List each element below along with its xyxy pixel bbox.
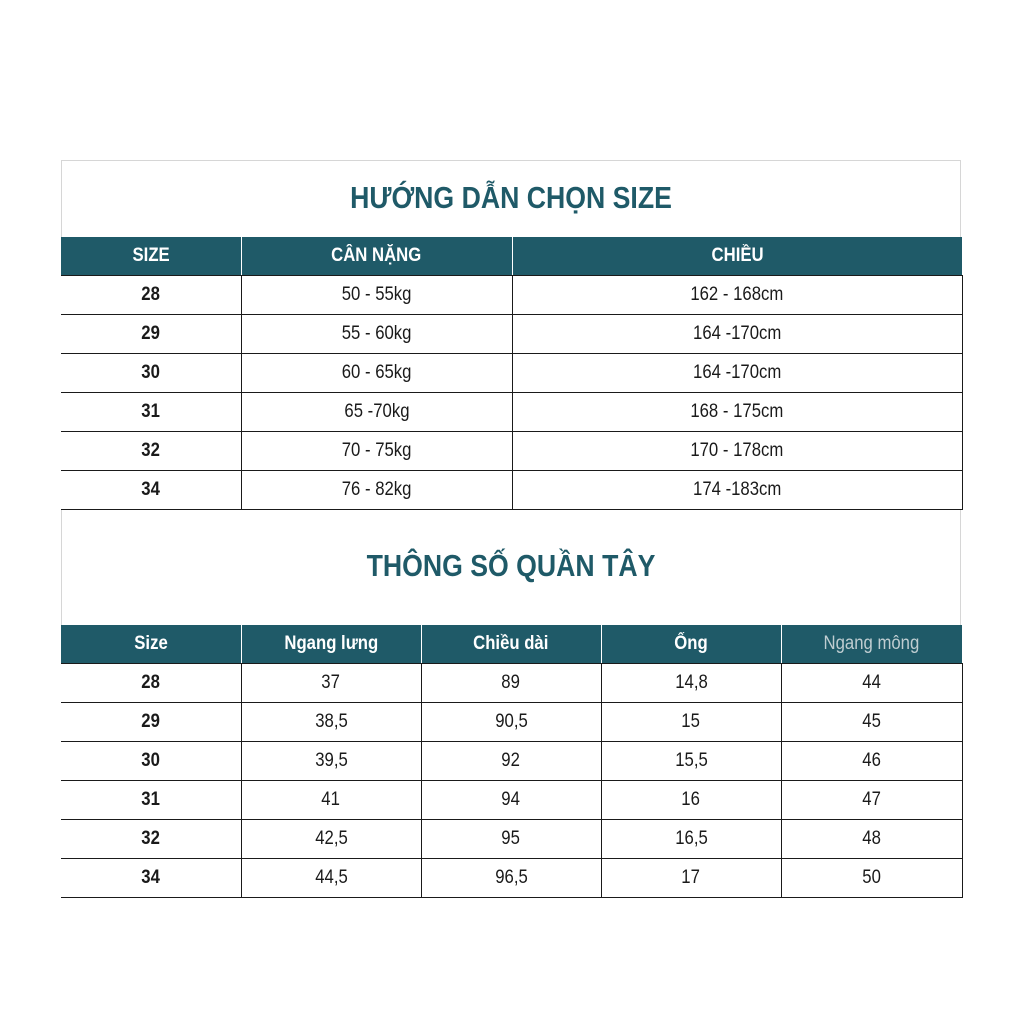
height-cell: 168 - 175cm [512, 393, 962, 432]
table-row [61, 393, 962, 432]
weight-cell: 65 -70kg [241, 393, 512, 432]
hip-cell: 46 [781, 742, 962, 781]
weight-cell: 50 - 55kg [241, 276, 512, 315]
size-cell: 28 [61, 664, 241, 703]
waist-cell: 37 [241, 664, 421, 703]
table-row [61, 664, 962, 703]
weight-cell: 60 - 65kg [241, 354, 512, 393]
length-cell: 94 [421, 781, 601, 820]
header-weight: CÂN NẶNG [241, 237, 512, 276]
size-cell: 28 [61, 276, 241, 315]
waist-cell: 38,5 [241, 703, 421, 742]
header-hip: Ngang mông [781, 625, 962, 664]
leg-opening-cell: 14,8 [601, 664, 781, 703]
leg-opening-cell: 15 [601, 703, 781, 742]
header-size: SIZE [61, 237, 241, 276]
header-leg-opening: Ống [601, 625, 781, 664]
size-cell: 30 [61, 354, 241, 393]
size-cell: 31 [61, 781, 241, 820]
size-guide-header-row [61, 237, 962, 276]
table-row [61, 742, 962, 781]
size-guide-title: HƯỚNG DẪN CHỌN SIZE [350, 180, 672, 215]
hip-cell: 48 [781, 820, 962, 859]
height-cell: 170 - 178cm [512, 432, 962, 471]
pants-specs-header-row [61, 625, 962, 664]
length-cell: 90,5 [421, 703, 601, 742]
leg-opening-cell: 16 [601, 781, 781, 820]
height-cell: 162 - 168cm [512, 276, 962, 315]
waist-cell: 39,5 [241, 742, 421, 781]
table-row [61, 276, 962, 315]
table-row [61, 820, 962, 859]
header-waist: Ngang lưng [241, 625, 421, 664]
table-row [61, 859, 962, 898]
table-row [61, 471, 962, 510]
header-height: CHIỀU [512, 237, 962, 276]
hip-cell: 44 [781, 664, 962, 703]
size-cell: 31 [61, 393, 241, 432]
pants-specs-table [61, 625, 963, 898]
length-cell: 89 [421, 664, 601, 703]
header-length: Chiều dài [421, 625, 601, 664]
size-cell: 29 [61, 315, 241, 354]
leg-opening-cell: 17 [601, 859, 781, 898]
length-cell: 96,5 [421, 859, 601, 898]
waist-cell: 44,5 [241, 859, 421, 898]
waist-cell: 42,5 [241, 820, 421, 859]
table-row [61, 432, 962, 471]
length-cell: 95 [421, 820, 601, 859]
leg-opening-cell: 15,5 [601, 742, 781, 781]
size-cell: 34 [61, 471, 241, 510]
waist-cell: 41 [241, 781, 421, 820]
weight-cell: 55 - 60kg [241, 315, 512, 354]
height-cell: 174 -183cm [512, 471, 962, 510]
size-cell: 30 [61, 742, 241, 781]
header-size: Size [61, 625, 241, 664]
hip-cell: 47 [781, 781, 962, 820]
table-row [61, 703, 962, 742]
size-guide-table [61, 237, 963, 510]
table-row [61, 354, 962, 393]
size-cell: 32 [61, 820, 241, 859]
weight-cell: 70 - 75kg [241, 432, 512, 471]
height-cell: 164 -170cm [512, 315, 962, 354]
size-cell: 34 [61, 859, 241, 898]
pants-specs-title: THÔNG SỐ QUẦN TÂY [366, 548, 656, 583]
table-row [61, 781, 962, 820]
size-cell: 29 [61, 703, 241, 742]
hip-cell: 45 [781, 703, 962, 742]
leg-opening-cell: 16,5 [601, 820, 781, 859]
hip-cell: 50 [781, 859, 962, 898]
height-cell: 164 -170cm [512, 354, 962, 393]
size-cell: 32 [61, 432, 241, 471]
length-cell: 92 [421, 742, 601, 781]
weight-cell: 76 - 82kg [241, 471, 512, 510]
table-row [61, 315, 962, 354]
